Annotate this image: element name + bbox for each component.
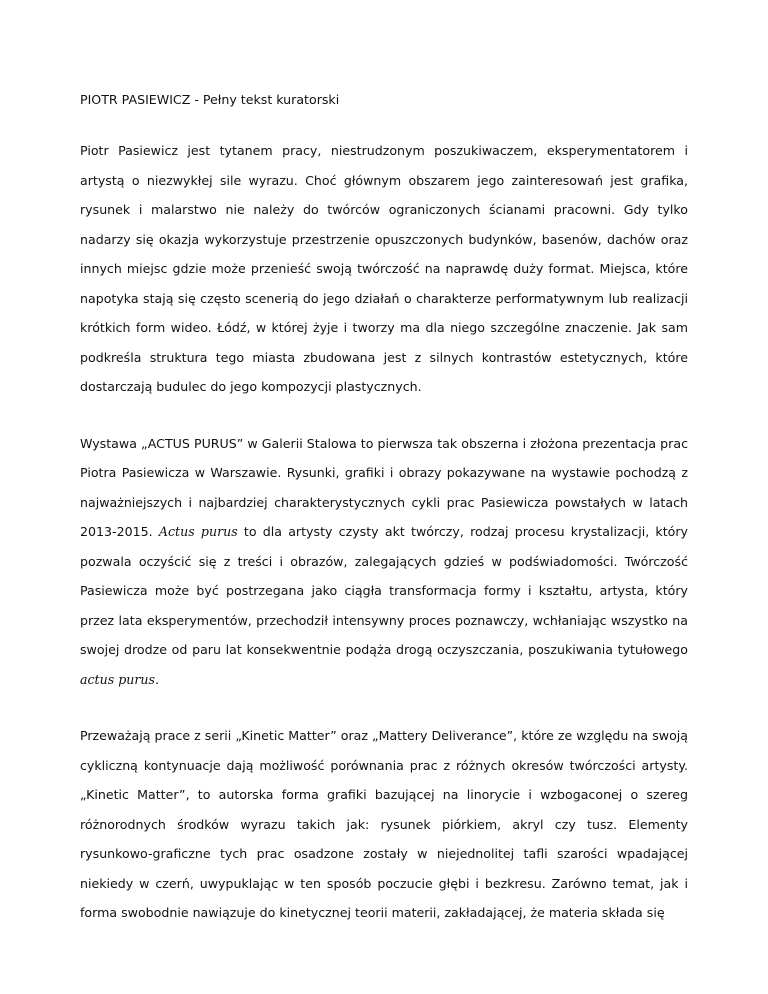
paragraph-3: Przeważają prace z serii „Kinetic Matter” oraz „Mattery Deliverance”, które ze względu na swoją cykliczną kontynuacje dają możliwość porównania prac z różnych okresów twórczości artysty. „Kinetic Matter”, to autorska forma grafiki bazującej na linorycie i wzbogaconej o szereg różnorodnych środków wyrazu takich jak: rysunek piórkiem, akryl czy tusz. Elementy rysunkowo-graficzne tych prac osadzone zostały w niejednolitej tafli szarości wpadającej niekiedy w czerń, uwypuklając w ten sposób poczucie głębi i bezkresu. Zarówno temat, jak i forma swobodnie nawiązuje do kinetycznej teorii materii, zakładającej, że materia składa się — [80, 728, 688, 920]
paragraph-2-text-a: Wystawa „ACTUS PURUS” w Galerii Stalowa to pierwsza tak obszerna i złożona prezentacja prac Piotra Pasiewicza w Warszawie. Rysunki, grafiki i obrazy pokazywane na wystawie pochodzą z najważniejszych i najbardziej charakterystycznych cykli prac Pasiewicza powstałych w latach 2013-2015. — [80, 435, 688, 539]
paragraph-2-italic-actus-purus: Actus purus — [158, 524, 238, 539]
paragraph-2-text-c: . — [154, 671, 159, 687]
document-title — [80, 86, 688, 114]
title-artist-name: PIOTR PASIEWICZ — [80, 92, 191, 107]
document-page — [80, 86, 688, 928]
title-subtitle: - Pełny tekst kuratorski — [190, 92, 340, 107]
paragraph-1: Piotr Pasiewicz jest tytanem pracy, niestrudzonym poszukiwaczem, eksperymentatorem i artystą o niezwykłej sile wyrazu. Choć głównym obszarem jego zainteresowań jest grafika, rysunek i malarstwo nie należy do twórców ograniczonych ścianami pracowni. Gdy tylko nadarzy się okazja wykorzystuje przestrzenie opuszczonych budynków, basenów, dachów oraz innych miejsc gdzie może przenieść swoją twórczość na naprawdę duży format. Miejsca, które napotyka stają się często scenerią do jego działań o charakterze performatywnym lub realizacji krótkich form wideo. Łódź, w której żyje i tworzy ma dla niego szczególne znaczenie. Jak sam podkreśla struktura tego miasta zbudowana jest z silnych kontrastów estetycznych, które dostarczają budulec do jego kompozycji plastycznych. — [80, 143, 688, 394]
paragraph-2 — [80, 429, 688, 695]
paragraph-2-italic-actus-purus-2: actus purus — [80, 671, 155, 687]
paragraph-2-text-b: to dla artysty czysty akt twórczy, rodzaj procesu krystalizacji, który pozwala oczyścić się z treści i obrazów, zalegających gdzieś w podświadomości. Twórczość Pasiewicza może być postrzegana jako ciągła transformacja formy i kształtu, artysta, który przez lata eksperymentów, przechodził intensywny proces poznawczy, wchłaniając wszystko na swojej drodze od paru lat konsekwentnie podąża drogą oczyszczania, poszukiwania tytułowego — [80, 524, 688, 657]
